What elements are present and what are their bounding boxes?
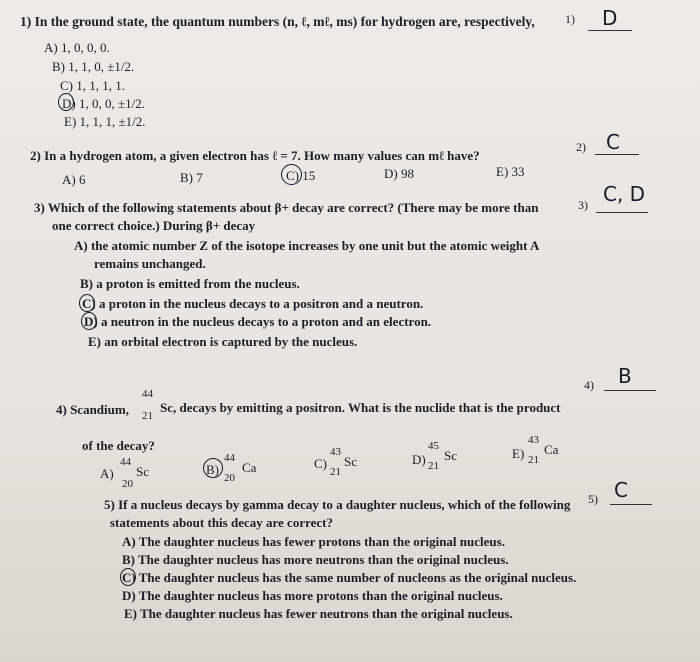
q3-stem-line2: one correct choice.) During β+ decay — [52, 218, 256, 233]
q3-stem-line1: 3) Which of the following statements about β+ decay are correct? (There may be more than — [34, 200, 539, 215]
q2-stem: 2) In a hydrogen atom, a given electron has ℓ = 7. How many values can mℓ have? — [30, 148, 480, 163]
q1-answer-number: 1) — [565, 12, 575, 26]
q4-option-c-symbol: Sc — [344, 454, 357, 469]
q4-option-c-letter: C) — [314, 456, 327, 471]
q4-option-a-letter: A) — [100, 466, 114, 481]
q4-answer-number: 4) — [584, 378, 594, 392]
q3-answer-line — [596, 212, 648, 213]
q1-option-d-circle — [58, 93, 74, 111]
q5-stem-line2: statements about this decay are correct? — [110, 515, 333, 530]
q4-option-a — [100, 452, 160, 492]
q2-option-c: C) 15 — [286, 168, 316, 183]
q4-stem-mass: 44 — [142, 388, 153, 400]
q4-option-b-z: 20 — [224, 472, 235, 484]
q5-option-e: E) The daughter nucleus has fewer neutrons than the original nucleus. — [124, 606, 513, 621]
q1-option-d: D) 1, 0, 0, ±1/2. — [62, 96, 145, 111]
q1-option-c: C) 1, 1, 1, 1. — [60, 78, 125, 93]
q5-option-c-circle — [120, 568, 136, 586]
q4-answer-line — [604, 390, 656, 391]
q2-option-e: E) 33 — [496, 164, 525, 179]
q4-option-d-letter: D) — [412, 452, 426, 467]
q3-option-a-line1: A) the atomic number Z of the isotope increases by one unit but the atomic weight A — [74, 238, 540, 253]
q4-stem-post: Sc, decays by emitting a positron. What is the nuclide that is the product — [160, 400, 561, 415]
q4-option-c-mass: 43 — [330, 446, 341, 458]
q2-handwritten-answer: C — [606, 130, 620, 154]
q4-option-d — [412, 440, 472, 480]
q3-option-c-circle — [79, 294, 95, 312]
q4-option-e-mass: 43 — [528, 434, 539, 446]
q5-stem-line1: 5) If a nucleus decays by gamma decay to a daughter nucleus, which of the following — [104, 497, 571, 512]
q4-stem-nuclide — [142, 388, 162, 424]
q1-option-b: B) 1, 1, 0, ±1/2. — [52, 59, 135, 74]
q3-option-a-line2: remains unchanged. — [94, 256, 206, 271]
q4-option-a-z: 20 — [122, 478, 133, 490]
q5-answer-line — [610, 504, 652, 505]
q4-option-b-circle — [203, 458, 223, 478]
q2-answer-number: 2) — [576, 140, 586, 154]
q2-option-a: A) 6 — [62, 172, 86, 187]
q4-option-a-symbol: Sc — [136, 464, 149, 479]
q5-handwritten-answer: C — [614, 478, 628, 502]
q5-option-a: A) The daughter nucleus has fewer protons than the original nucleus. — [122, 534, 505, 549]
q3-option-d: D) a neutron in the nucleus decays to a proton and an electron. — [84, 314, 432, 329]
q4-option-b-letter: B) — [206, 462, 219, 477]
q4-option-d-symbol: Sc — [444, 448, 457, 463]
q1-option-e: E) 1, 1, 1, ±1/2. — [64, 114, 146, 129]
q4-option-b-symbol: Ca — [242, 460, 257, 475]
q1-stem: 1) In the ground state, the quantum numbers (n, ℓ, mℓ, ms) for hydrogen are, respectively, — [20, 14, 535, 29]
q2-answer-line — [595, 154, 639, 155]
q3-option-d-circle — [81, 312, 97, 330]
q1-option-a: A) 1, 0, 0, 0. — [44, 40, 110, 55]
q4-option-a-mass: 44 — [120, 456, 131, 468]
q5-option-d: D) The daughter nucleus has more protons than the original nucleus. — [122, 588, 503, 603]
q4-option-c-z: 21 — [330, 466, 341, 478]
q4-stem-atomic-number: 21 — [142, 410, 153, 422]
q4-stem-pre: 4) Scandium, — [56, 402, 129, 417]
q4-option-d-z: 21 — [428, 460, 439, 472]
q4-handwritten-answer: B — [618, 364, 632, 388]
q3-handwritten-answer: C, D — [603, 182, 646, 206]
q3-option-c: C) a proton in the nucleus decays to a positron and a neutron. — [82, 296, 424, 311]
q4-option-d-mass: 45 — [428, 440, 439, 452]
q4-option-c — [314, 444, 374, 484]
q5-option-b: B) The daughter nucleus has more neutrons than the original nucleus. — [122, 552, 509, 567]
q3-option-e: E) an orbital electron is captured by the nucleus. — [88, 334, 358, 349]
q4-stem-line2: of the decay? — [82, 438, 155, 453]
q5-option-c: C) The daughter nucleus has the same number of nucleons as the original nucleus. — [122, 570, 577, 585]
q2-option-d: D) 98 — [384, 166, 414, 181]
q2-option-b: B) 7 — [180, 170, 203, 185]
q4-option-e-letter: E) — [512, 446, 525, 461]
q4-option-b-mass: 44 — [224, 452, 235, 464]
q3-answer-number: 3) — [578, 198, 588, 212]
q1-answer-line — [588, 30, 632, 31]
q4-option-e — [512, 434, 572, 474]
q1-handwritten-answer: D — [602, 6, 618, 30]
q4-option-e-z: 21 — [528, 454, 539, 466]
q4-option-e-symbol: Ca — [544, 442, 559, 457]
q3-option-b: B) a proton is emitted from the nucleus. — [80, 276, 300, 291]
q5-answer-number: 5) — [588, 492, 598, 506]
q2-option-c-circle — [281, 164, 302, 185]
